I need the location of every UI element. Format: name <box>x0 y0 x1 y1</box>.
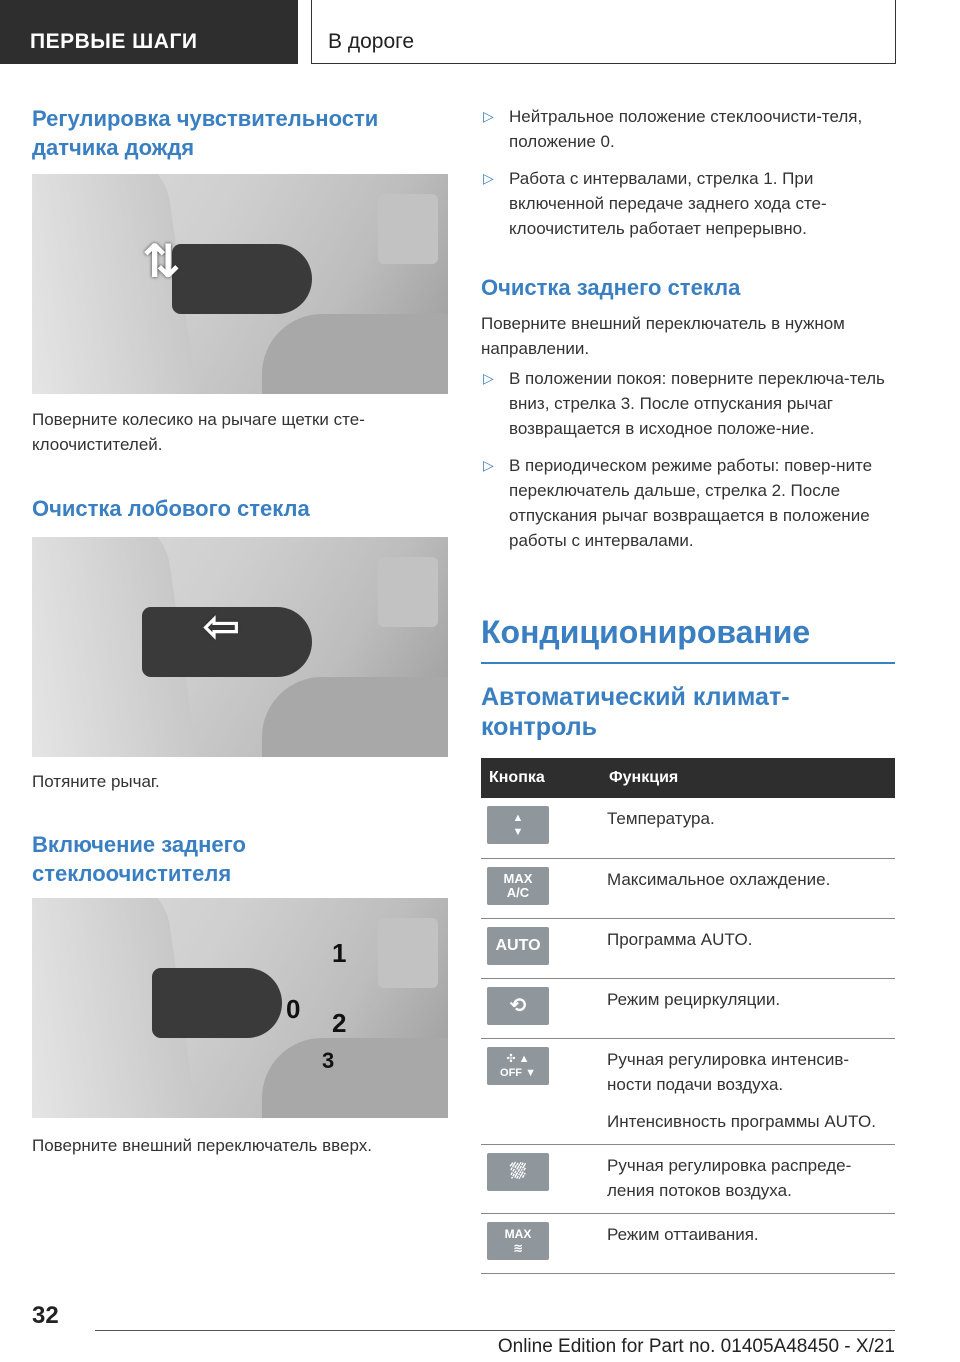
label-3: 3 <box>322 1048 335 1073</box>
chapter-heading-block <box>481 612 895 664</box>
temperature-button-icon: ▲ ▼ <box>487 806 549 844</box>
column-header-button: Кнопка <box>481 758 601 798</box>
page-number: 32 <box>32 1302 59 1329</box>
list-wiper-positions <box>481 104 895 253</box>
section-tab: ПЕРВЫЕ ШАГИ <box>0 0 298 64</box>
heading-auto-climate: Автоматический климат-контроль <box>481 683 790 741</box>
triangle-bullet-icon: ▷ <box>483 108 494 124</box>
text-rain-sensor: Поверните колесико на рычаге щетки сте-клоочистителей. <box>32 410 365 454</box>
list-item: ▷ В периодическом режиме работы: повер-ните переключатель дальше, стрелка 2. После отпускания рычаг возвращается в положение работы с интервалами. <box>481 453 895 553</box>
heading-rain-sensor: Регулировка чувствительности датчика дождя <box>32 106 379 160</box>
heading-rule <box>481 662 895 664</box>
function-text: Температура. <box>607 809 715 828</box>
auto-button-icon: AUTO <box>487 927 549 965</box>
image-rear-wiper <box>32 898 448 1118</box>
function-text: Интенсивность программы AUTO. <box>607 1111 876 1131</box>
table-row <box>481 1213 895 1273</box>
footer-rule <box>95 1330 895 1331</box>
heading-rear-wash: Очистка заднего стекла <box>481 275 741 300</box>
list-item: ▷ Нейтральное положение стеклоочисти-теля, положение 0. <box>481 104 895 154</box>
chapter-heading: Кондиционирование <box>481 614 811 650</box>
triangle-bullet-icon: ▷ <box>483 457 494 473</box>
function-text: Максимальное охлаждение. <box>607 869 831 889</box>
image-front-wash <box>32 537 448 757</box>
fan-speed-button-icon: ✣ ▲ OFF ▼ <box>487 1047 549 1085</box>
table-row <box>481 858 895 918</box>
list-item: ▷ В положении покоя: поверните переключа-тель вниз, стрелка 3. После отпускания рычаг возвращается в исходное положе-ние. <box>481 366 895 441</box>
table-row <box>481 1038 895 1144</box>
climate-buttons-table <box>481 758 895 1274</box>
table-row <box>481 1144 895 1213</box>
label-1: 1 <box>332 938 347 968</box>
table-row <box>481 978 895 1038</box>
heading-front-wash: Очистка лобового стекла <box>32 496 310 521</box>
function-text: Ручная регулировка интенсив-ности подачи воздуха. <box>607 1049 850 1094</box>
function-text: Режим рециркуляции. <box>607 989 781 1009</box>
pull-arrow-icon: ⇦ <box>202 600 241 652</box>
list-item: ▷ Работа с интервалами, стрелка 1. При включенной передаче заднего хода сте-клоочиститель работает непрерывно. <box>481 166 895 241</box>
heading-rear-wiper-on: Включение заднего стеклоочистителя <box>32 832 246 886</box>
subsection-title: В дороге <box>311 0 896 64</box>
image-rain-wheel <box>32 174 448 394</box>
triangle-bullet-icon: ▷ <box>483 370 494 386</box>
edition-footer: Online Edition for Part no. 01405A48450 - X/21 <box>497 1336 895 1357</box>
defrost-button-icon: MAX ≋ <box>487 1222 549 1260</box>
rotate-arrow-icon: ⇅ <box>142 235 181 287</box>
text-front-wash: Потяните рычаг. <box>32 772 160 791</box>
text-rear-wash: Поверните внешний переключатель в нужном направлении. <box>481 314 845 358</box>
list-rear-wash-steps <box>481 366 895 565</box>
table-row <box>481 918 895 978</box>
text-rear-wiper-on: Поверните внешний переключатель вверх. <box>32 1136 372 1155</box>
label-2: 2 <box>332 1008 347 1038</box>
recirculation-button-icon: ⟲ <box>487 987 549 1025</box>
function-text: Ручная регулировка распреде-ления потоков воздуха. <box>607 1155 852 1200</box>
table-row <box>481 798 895 858</box>
column-header-function: Функция <box>601 758 895 798</box>
function-text: Программа AUTO. <box>607 929 753 949</box>
air-distribution-button-icon: ⛆ <box>487 1153 549 1191</box>
max-ac-button-icon: MAX A/C <box>487 867 549 905</box>
function-text: Режим оттаивания. <box>607 1224 759 1244</box>
triangle-bullet-icon: ▷ <box>483 170 494 186</box>
label-0: 0 <box>286 994 301 1024</box>
